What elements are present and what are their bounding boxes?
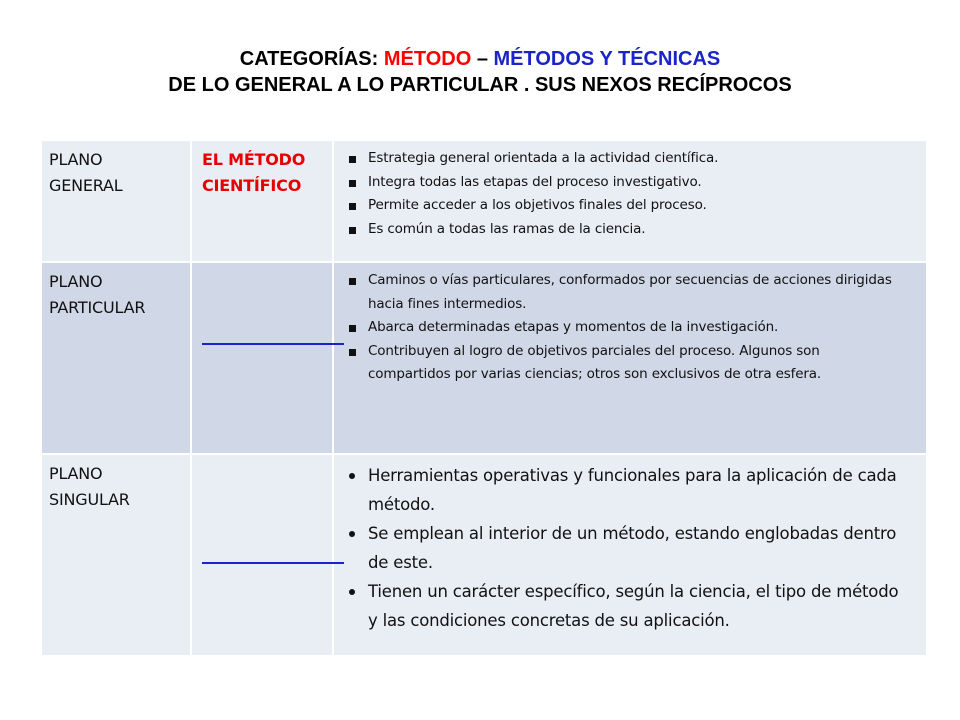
table-row-particular [42, 263, 926, 455]
list-item [346, 316, 906, 340]
square-bullet-icon [349, 156, 356, 163]
list-item-text: Permite acceder a los objetivos finales del proceso. [368, 197, 707, 213]
square-bullet-icon [349, 180, 356, 187]
list-item [346, 519, 906, 577]
list-item [346, 577, 906, 635]
method-label-line1: EL MÉTODO [202, 150, 306, 169]
method-cell [192, 141, 334, 261]
plane-label-line2: SINGULAR [49, 490, 130, 509]
slide-title [0, 46, 960, 98]
list-item-text: Tienen un carácter específico, según la ciencia, el tipo de método y las condiciones concretas de su aplicación. [368, 582, 899, 630]
list-item-text: Es común a todas las ramas de la ciencia. [368, 220, 646, 237]
title-method: MÉTODO [383, 48, 472, 70]
square-bullet-icon [349, 325, 356, 332]
plane-label-line2: PARTICULAR [49, 298, 146, 317]
plane-cell [42, 263, 192, 453]
list-item-text: Estrategia general orientada a la actividad científica. [368, 150, 719, 166]
title-prefix: CATEGORÍAS: [239, 48, 384, 70]
description-cell [334, 455, 926, 655]
round-bullet-icon [349, 531, 355, 537]
square-bullet-icon [349, 203, 356, 210]
description-cell [334, 141, 926, 261]
plane-label-line1: PLANO [49, 272, 103, 291]
description-list [346, 461, 906, 635]
round-bullet-icon [349, 589, 355, 595]
description-cell [334, 263, 926, 453]
plane-cell [42, 455, 192, 655]
title-line-1 [0, 46, 960, 72]
list-item [346, 194, 906, 218]
square-bullet-icon [349, 278, 356, 285]
table-row-singular [42, 455, 926, 657]
plane-label-line2: GENERAL [49, 176, 123, 195]
list-item [346, 218, 906, 242]
list-item [346, 171, 906, 195]
round-bullet-icon [349, 473, 355, 479]
table-row-general [42, 141, 926, 263]
plane-label-line1: PLANO [49, 464, 103, 483]
description-list [346, 147, 906, 241]
plane-label-line1: PLANO [49, 150, 103, 169]
description-list [346, 269, 906, 387]
categories-table [42, 141, 926, 657]
square-bullet-icon [349, 227, 356, 234]
square-bullet-icon [349, 349, 356, 356]
fill-in-blank-line [202, 562, 344, 564]
list-item [346, 340, 906, 387]
fill-in-blank-line [202, 343, 344, 345]
list-item-text: Herramientas operativas y funcionales para la aplicación de cada método. [368, 466, 897, 514]
list-item [346, 269, 906, 316]
method-label-line2: CIENTÍFICO [202, 176, 302, 195]
list-item-text: Integra todas las etapas del proceso investigativo. [368, 173, 702, 190]
method-cell-blank [192, 455, 334, 655]
plane-cell [42, 141, 192, 261]
list-item-text: Contribuyen al logro de objetivos parciales del proceso. Algunos son compartidos por varias ciencias; otros son exclusivos de otra esfera. [368, 342, 822, 382]
list-item-text: Se emplean al interior de un método, estando englobadas dentro de este. [368, 524, 897, 572]
title-methods-techniques: MÉTODOS Y TÉCNICAS [493, 48, 721, 70]
list-item [346, 147, 906, 171]
title-separator: – [471, 48, 494, 70]
list-item-text: Abarca determinadas etapas y momentos de la investigación. [368, 319, 779, 335]
method-cell-blank [192, 263, 334, 453]
list-item [346, 461, 906, 519]
list-item-text: Caminos o vías particulares, conformados por secuencias de acciones dirigidas hacia fines intermedios. [368, 272, 892, 312]
title-line-2: DE LO GENERAL A LO PARTICULAR . SUS NEXOS RECÍPROCOS [168, 74, 792, 96]
